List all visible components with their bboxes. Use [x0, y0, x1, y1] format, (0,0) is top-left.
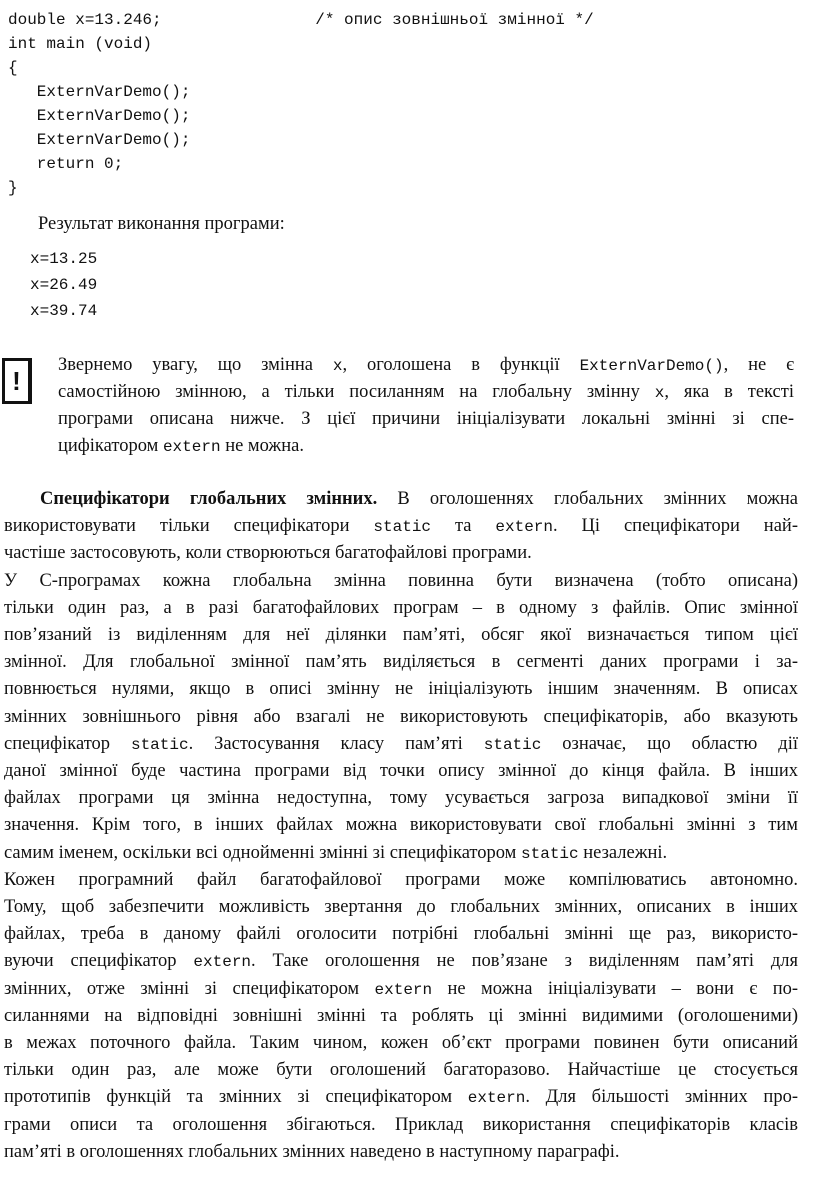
text-line: значення. Крім того, в інших файлах можна використовувати свої глобальні змінні з тим [4, 815, 798, 836]
output-line: x=13.25 [30, 250, 98, 268]
text-line: прототипів функцій та змінних зі специфікатором extern. Для більшості змінних про- [4, 1087, 798, 1108]
exclamation-icon: ! [2, 358, 32, 404]
text-line: У С-програмах кожна глобальна змінна повинна бути визначена (тобто описана) [4, 570, 798, 591]
text-line: пов’язаний із виділенням для неї ділянки пам’яті, обсяг якої визначається типом цієї [4, 625, 798, 645]
text-line: даної змінної буде частина програми від точки опису змінної до кінця файла. В інших [4, 761, 798, 781]
text-line: частіше застосовують, коли створюються багатофайлові програми. [4, 543, 532, 564]
code-line: return 0; [8, 155, 124, 173]
text-line: специфікатор static. Застосування класу пам’яті static означає, що областю дії [4, 733, 798, 754]
output-line: x=26.49 [30, 276, 98, 294]
text-line: Специфікатори глобальних змінних. В оголошеннях глобальних змінних можна [40, 489, 799, 509]
code-line: ExternVarDemo(); [8, 83, 191, 101]
code-line: { [8, 59, 18, 77]
text-line: повнюється нулями, якщо в описі змінну не ініціалізують іншим значенням. В описах [4, 679, 798, 700]
text-line: тільки один раз, але може бути оголошений багаторазово. Найчастіше це стосується [4, 1060, 798, 1081]
code-line: ExternVarDemo(); [8, 107, 191, 125]
text-line: файлах, треба в даному файлі оголосити потрібні глобальні змінні ще раз, використо- [4, 924, 798, 945]
result-caption: Результат виконання програми: [38, 214, 285, 234]
text-line: використовувати тільки специфікатори static та extern. Ці специфікатори най- [4, 516, 798, 537]
text-line: силаннями на відповідні зовнішні змінні та роблять ці змінні видимими (оголошеними) [4, 1005, 798, 1026]
text-line: в межах поточного файла. Таким чином, кожен об’єкт програми повинен бути описаний [4, 1033, 798, 1053]
text-line: Кожен програмний файл багатофайлової програми може компілюватись автономно. [4, 869, 798, 890]
text-line: Тому, щоб забезпечити можливість звертання до глобальних змінних, описаних в інших [4, 897, 798, 917]
text-line: тільки один раз, а в разі багатофайлових програм – в одному з файлів. Опис змінної [4, 597, 798, 618]
code-line: ExternVarDemo(); [8, 131, 191, 149]
text-line: програми описана нижче. З цієї причини ініціалізувати локальні змінні зі спе- [58, 409, 794, 429]
text-line: змінних, отже змінні зі специфікатором extern не можна ініціалізувати – вони є по- [4, 978, 799, 999]
text-line: змінної. Для глобальної змінної пам’ять виділяється в сегменті даних програми і за- [4, 652, 798, 673]
text-line: змінних зовнішнього рівня або взагалі не використовують специфікаторів, або вказують [4, 706, 798, 727]
text-line: самостійною змінною, а тільки посиланням на глобальну змінну x, яка в тексті [58, 382, 794, 402]
section-title: Специфікатори глобальних змінних. [40, 489, 378, 509]
code-line: } [8, 179, 18, 197]
text-line: вуючи специфікатор extern. Таке оголошення не пов’язане з виділенням пам’яті для [4, 951, 798, 972]
text-line: грами описи та оголошення збігаються. Приклад використання специфікаторів класів [4, 1114, 798, 1135]
output-line: x=39.74 [30, 302, 98, 320]
text-line: пам’яті в оголошеннях глобальних змінних наведено в наступному параграфі. [4, 1141, 620, 1162]
code-line: double x=13.246; /* опис зовнішньої змінної */ [8, 11, 594, 29]
text-line: Звернемо увагу, що змінна x, оголошена в функції ExternVarDemo(), не є [58, 355, 795, 375]
text-line: самим іменем, оскільки всі однойменні змінні зі специфікатором static незалежні. [4, 842, 668, 863]
text-line: цифікатором extern не можна. [58, 436, 304, 456]
text-line: файлах програми ця змінна недоступна, тому усувається загроза випадкової зміни її [4, 788, 798, 809]
code-line: int main (void) [8, 35, 153, 53]
